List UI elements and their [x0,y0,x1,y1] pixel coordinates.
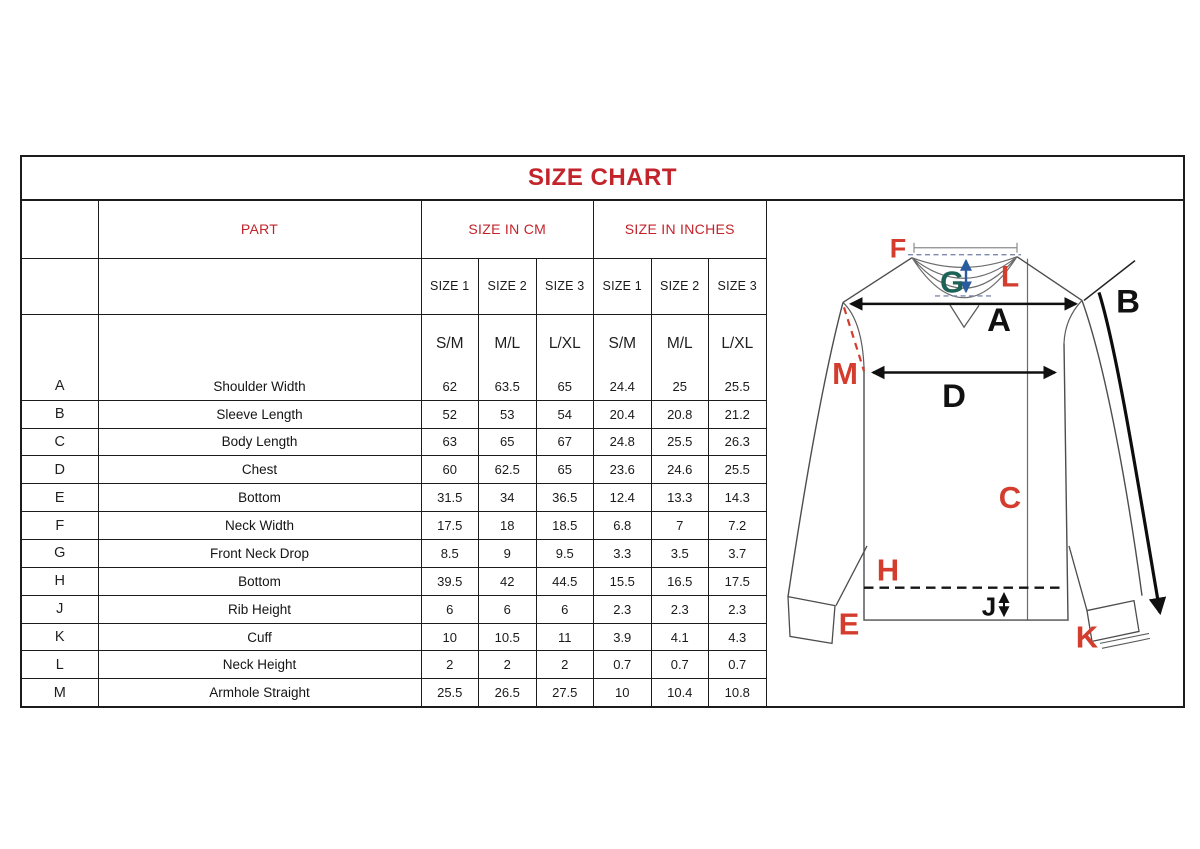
size-label: L/XL [536,314,594,373]
size-value: 65 [479,428,537,456]
size-value: 34 [479,484,537,512]
size-value: 3.7 [709,540,767,568]
part-name: Neck Height [98,651,421,679]
part-name: Rib Height [98,595,421,623]
size-value: 60 [421,456,479,484]
part-name: Armhole Straight [98,679,421,706]
size-label: S/M [594,314,652,373]
page-title: SIZE CHART [528,164,677,191]
empty-cell [98,258,421,314]
table-row [22,484,766,512]
size-value: 4.1 [651,623,709,651]
table-row [22,512,766,540]
right-sleeve-inner-edge [1069,546,1087,611]
size-number-header-row [22,258,766,314]
size-value: 10 [594,679,652,706]
size-value: 17.5 [709,567,767,595]
size-value: 13.3 [651,484,709,512]
size-value: 65 [536,456,594,484]
size-value: 12.4 [594,484,652,512]
size-value: 9.5 [536,540,594,568]
diagram-label-l: L [1000,260,1019,294]
part-name: Bottom [98,567,421,595]
size-value: 20.8 [651,400,709,428]
size-value: 10.4 [651,679,709,706]
size-value: 10.5 [479,623,537,651]
size-value: 2 [421,651,479,679]
size-value: 10 [421,623,479,651]
size-value: 42 [479,567,537,595]
size-value: 24.8 [594,428,652,456]
size-value: 0.7 [709,651,767,679]
diagram-label-g: G [939,264,964,300]
diagram-label-a: A [986,301,1011,339]
part-name: Chest [98,456,421,484]
size-value: 11 [536,623,594,651]
row-letter: D [22,456,98,484]
corner-cell [22,201,98,258]
size-value: 20.4 [594,400,652,428]
inches-group-header: SIZE IN INCHES [594,201,767,258]
row-letter: L [22,651,98,679]
size-value: 31.5 [421,484,479,512]
empty-cell [22,258,98,314]
part-name: Sleeve Length [98,400,421,428]
diagram-label-f: F [889,233,906,264]
size-value: 52 [421,400,479,428]
size-value: 17.5 [421,512,479,540]
size-table-body [22,373,766,706]
table-row [22,428,766,456]
size-value: 18.5 [536,512,594,540]
empty-cell [98,314,421,373]
table-row [22,540,766,568]
v-notch [949,303,979,327]
neck-width-measure-line [914,243,1017,253]
size-value: 62.5 [479,456,537,484]
diagram-area [767,201,1184,706]
table-row [22,595,766,623]
size-value: 6 [421,595,479,623]
title-row [22,157,1183,201]
size-header: SIZE 3 [709,258,767,314]
size-value: 36.5 [536,484,594,512]
size-value: 2 [479,651,537,679]
table-row [22,623,766,651]
diagram-label-d: D [941,376,966,414]
row-letter: M [22,679,98,706]
size-value: 3.3 [594,540,652,568]
size-value: 16.5 [651,567,709,595]
sleeve-length-arrow [1099,292,1160,612]
size-value: 25.5 [709,456,767,484]
chart-content [22,201,1183,706]
size-value: 0.7 [651,651,709,679]
size-table-head [22,201,766,373]
table-row [22,400,766,428]
size-value: 26.5 [479,679,537,706]
size-header: SIZE 2 [479,258,537,314]
diagram-label-k: K [1075,619,1098,655]
size-value: 53 [479,400,537,428]
size-value: 25.5 [709,373,767,400]
size-value: 24.6 [651,456,709,484]
size-value: 25.5 [421,679,479,706]
size-value: 65 [536,373,594,400]
size-value: 26.3 [709,428,767,456]
size-table [22,201,767,706]
size-value: 6 [536,595,594,623]
row-letter: E [22,484,98,512]
size-value: 7 [651,512,709,540]
row-letter: G [22,540,98,568]
diagram-label-e: E [838,606,859,642]
part-name: Front Neck Drop [98,540,421,568]
size-value: 2.3 [709,595,767,623]
size-value: 3.5 [651,540,709,568]
size-value: 21.2 [709,400,767,428]
armhole-seams [843,300,1082,367]
diagram-label-h: H [876,552,899,588]
size-value: 24.4 [594,373,652,400]
size-label: M/L [479,314,537,373]
diagram-label-m: M [831,355,858,391]
size-value: 6.8 [594,512,652,540]
row-letter: H [22,567,98,595]
part-name: Shoulder Width [98,373,421,400]
table-row [22,679,766,706]
size-value: 14.3 [709,484,767,512]
size-value: 25 [651,373,709,400]
size-value: 6 [479,595,537,623]
size-value: 67 [536,428,594,456]
size-value: 3.9 [594,623,652,651]
row-letter: A [22,373,98,400]
row-letter: J [22,595,98,623]
part-name: Bottom [98,484,421,512]
part-name: Body Length [98,428,421,456]
table-row [22,373,766,400]
table-row [22,567,766,595]
row-letter: F [22,512,98,540]
empty-cell [22,314,98,373]
size-value: 25.5 [651,428,709,456]
diagram-label-b: B [1115,282,1140,320]
row-letter: K [22,623,98,651]
size-value: 39.5 [421,567,479,595]
size-letter-header-row [22,314,766,373]
size-chart-box [20,155,1185,708]
cm-group-header: SIZE IN CM [421,201,594,258]
part-name: Neck Width [98,512,421,540]
size-label: L/XL [709,314,767,373]
size-value: 10.8 [709,679,767,706]
left-cuff [788,597,835,644]
row-letter: B [22,400,98,428]
diagram-label-c: C [998,480,1021,516]
size-value: 44.5 [536,567,594,595]
size-value: 8.5 [421,540,479,568]
size-value: 54 [536,400,594,428]
size-value: 18 [479,512,537,540]
size-value: 63 [421,428,479,456]
size-label: S/M [421,314,479,373]
size-value: 15.5 [594,567,652,595]
table-row [22,456,766,484]
part-name: Cuff [98,623,421,651]
left-sleeve-outer-edge [788,302,843,596]
left-sleeve-inner-edge [836,546,867,606]
size-value: 27.5 [536,679,594,706]
size-value: 2.3 [594,595,652,623]
size-value: 2.3 [651,595,709,623]
table-row [22,651,766,679]
size-value: 63.5 [479,373,537,400]
size-header: SIZE 2 [651,258,709,314]
size-value: 2 [536,651,594,679]
diagram-label-j: J [981,593,996,622]
size-header: SIZE 1 [421,258,479,314]
part-column-header: PART [98,201,421,258]
size-header: SIZE 1 [594,258,652,314]
row-letter: C [22,428,98,456]
size-label: M/L [651,314,709,373]
size-header: SIZE 3 [536,258,594,314]
table-header-row [22,201,766,258]
size-value: 62 [421,373,479,400]
size-value: 4.3 [709,623,767,651]
size-value: 23.6 [594,456,652,484]
garment-diagram [767,201,1184,706]
size-value: 7.2 [709,512,767,540]
size-value: 9 [479,540,537,568]
size-value: 0.7 [594,651,652,679]
